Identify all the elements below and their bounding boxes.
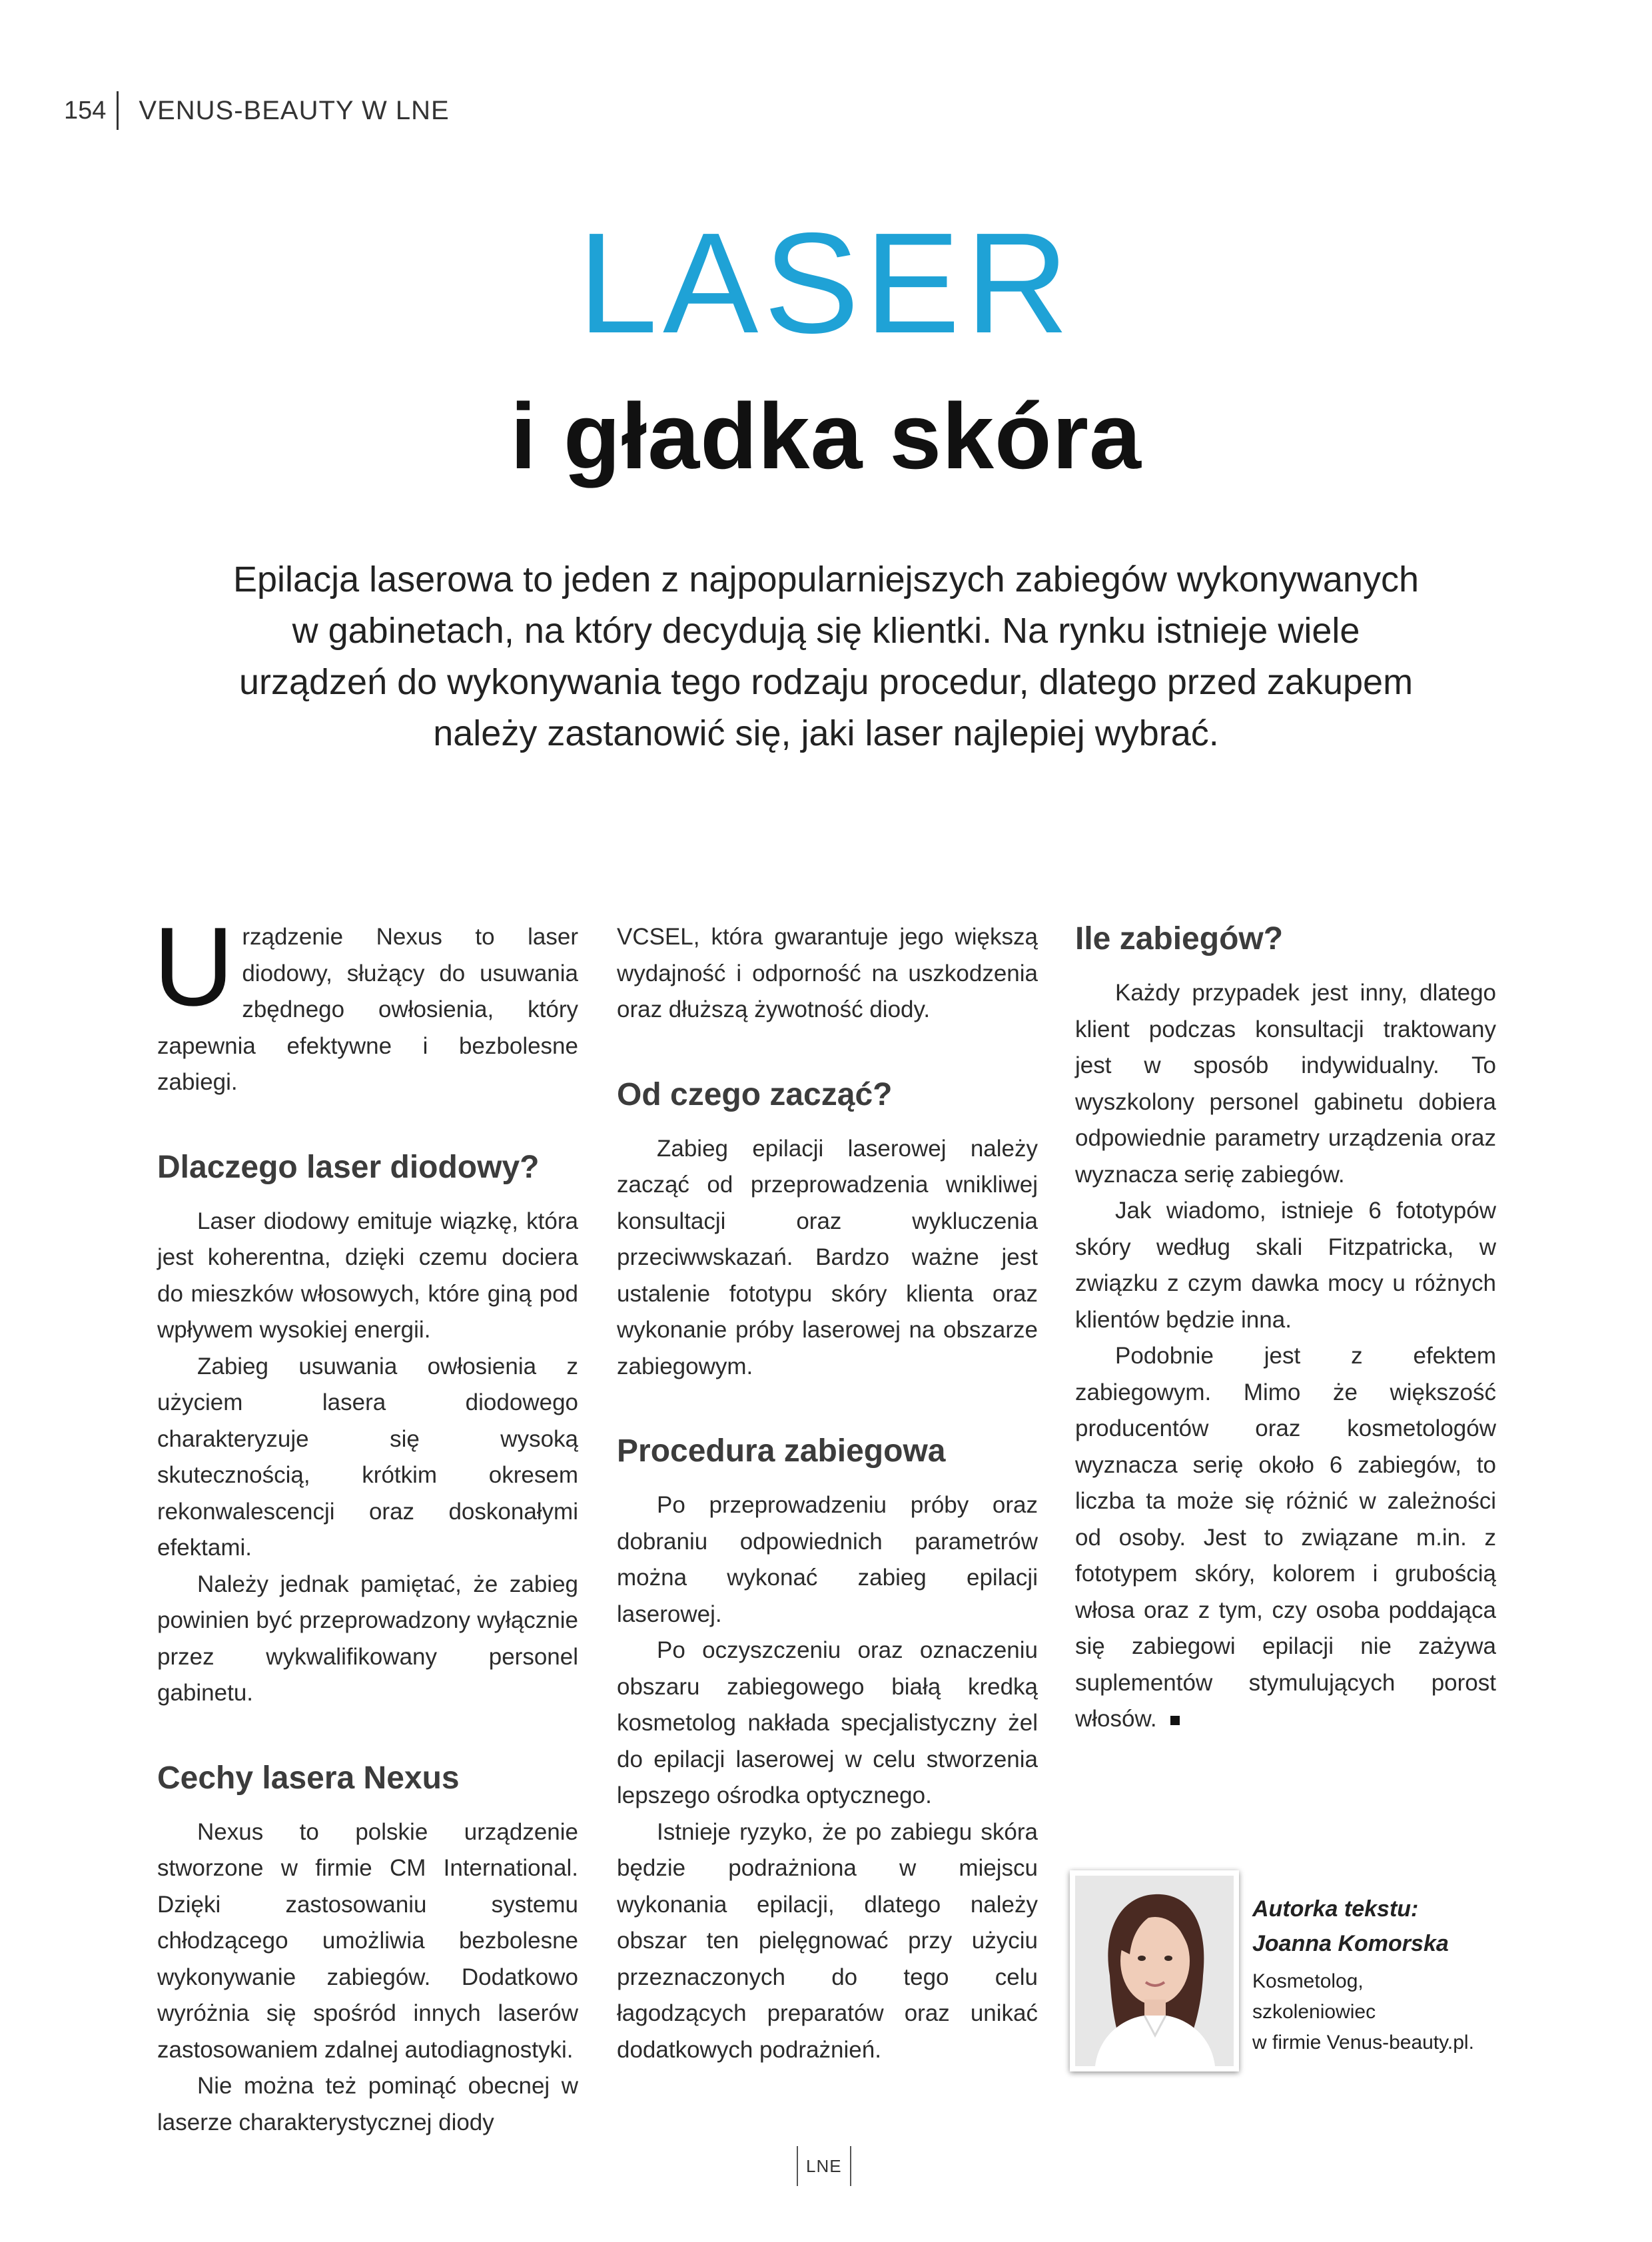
author-info xyxy=(1252,1892,1532,2058)
body-paragraph: Nexus to polskie urządzenie stworzone w firmie CM International. Dzięki zastosowaniu systemu chłodzącego umożliwia bezbolesne wykonywanie zabiegów. Dodatkowo wyróżnia się spośród innych laserów zastosowaniem zdalnej autodiagnostyki. xyxy=(157,1818,578,2063)
body-paragraph: Zabieg epilacji laserowej należy zacząć od przeprowadzenia wnikliwej konsultacji oraz wykluczenia przeciwwskazań. Bardzo ważne jest ustalenie fototypu skóry klienta oraz wykonanie próby laserowej na obszarze zabiegowym. xyxy=(617,1135,1038,1379)
running-header xyxy=(64,92,450,129)
article-subtitle: i gładka skóra xyxy=(510,384,1142,488)
lead-line: należy zastanowić się, jaki laser najlepiej wybrać. xyxy=(433,713,1219,753)
footer-text: LNE xyxy=(806,2155,842,2176)
end-of-article-mark xyxy=(1170,1716,1180,1725)
section-heading: Procedura zabiegowa xyxy=(617,1433,946,1469)
body-paragraph: Podobnie jest z efektem zabiegowym. Mimo że większość producentów oraz kosmetologów wyznacza serię około 6 zabiegów, to liczba ta może się różnić w zależności od osoby. Jest to związane m.in. z fototypem skóry, kolorem i grubością włosa oraz z tym, czy osoba poddająca się zabiegowi epilacji nie zażywa suplementów stymulujących porost włosów. xyxy=(1075,1343,1496,1732)
lead-line: urządzeń do wykonywania tego rodzaju procedur, dlatego przed zakupem xyxy=(238,662,1414,702)
intro-paragraph: Urządzenie Nexus to laser diodowy, służący do usuwania zbędnego owłosienia, który zapewnia efektywne i bezbolesne zabiegi. xyxy=(153,904,578,1095)
author-label: Autorka tekstu: xyxy=(1252,1896,1419,1922)
author-name: Joanna Komorska xyxy=(1252,1931,1449,1956)
section-heading: Ile zabiegów? xyxy=(1075,921,1284,956)
body-paragraph: Po przeprowadzeniu próby oraz dobraniu odpowiednich parametrów można wykonać zabieg epilacji laserowej. xyxy=(617,1492,1038,1627)
body-paragraph: VCSEL, która gwarantuje jego większą wydajność i odporność na uszkodzenia oraz dłuższą żywotność diody. xyxy=(617,924,1038,1022)
author-portrait-illustration xyxy=(1075,1876,1234,2066)
lead-line: Epilacja laserowa to jeden z najpopularniejszych zabiegów wykonywanych xyxy=(233,560,1419,599)
lead-line: w gabinetach, na który decydują się klientki. Na rynku istnieje wiele xyxy=(292,611,1360,651)
footer-divider xyxy=(850,2146,851,2186)
author-photo xyxy=(1070,1870,1239,2071)
body-paragraph: Po oczyszczeniu oraz oznaczeniu obszaru zabiegowego białą kredką kosmetolog nakłada specjalistyczny żel do epilacji laserowej w celu stworzenia lepszego ośrodka optycznego. xyxy=(617,1637,1038,1808)
section-heading: Od czego zacząć? xyxy=(617,1076,893,1112)
article-lead xyxy=(133,554,1519,759)
body-paragraph: Każdy przypadek jest inny, dlatego klient podczas konsultacji traktowany jest w sposób indywidualny. To wyszkolony personel gabinetu dobiera odpowiednie parametry urządzenia oraz wyznacza serię zabiegów. xyxy=(1075,980,1496,1188)
body-paragraph: Laser diodowy emituje wiązkę, która jest koherentna, dzięki czemu dociera do mieszków włosowych, które giną pod wpływem wysokiej energii. xyxy=(157,1208,578,1343)
body-paragraph: Należy jednak pamiętać, że zabieg powinien być przeprowadzony wyłącznie przez wykwalifikowany personel gabinetu. xyxy=(157,1571,578,1706)
author-description xyxy=(1252,1966,1532,2058)
section-heading: Cechy lasera Nexus xyxy=(157,1760,460,1796)
column-1 xyxy=(153,904,578,2141)
page-number: 154 xyxy=(64,96,107,125)
page-footer xyxy=(797,2146,851,2186)
header-divider xyxy=(117,91,119,130)
column-3 xyxy=(1075,919,1496,1738)
article-title: LASER xyxy=(578,202,1074,363)
publication-name: VENUS-BEAUTY W LNE xyxy=(139,95,450,125)
body-paragraph: Zabieg usuwania owłosienia z użyciem lasera diodowego charakteryzuje się wysoką skutecznością, krótkim okresem rekonwalescencji oraz doskonałymi efektami. xyxy=(157,1353,578,1561)
author-desc-line: Kosmetolog, xyxy=(1252,1970,1364,1992)
author-desc-line: szkoleniowiec xyxy=(1252,2001,1376,2023)
body-paragraph: Nie można też pominąć obecnej w laserze charakterystycznej diody xyxy=(157,2073,578,2135)
drop-cap: U xyxy=(153,904,234,1029)
body-paragraph: Istnieje ryzyko, że po zabiegu skóra będzie podrażniona w miejscu wykonania epilacji, dlatego należy obszar ten pielęgnować przy użyciu przeznaczonych do tego celu łagodzących preparatów oraz unikać dodatkowych podrażnień. xyxy=(617,1818,1038,2063)
section-heading: Dlaczego laser diodowy? xyxy=(157,1149,540,1185)
author-desc-line: w firmie Venus-beauty.pl. xyxy=(1252,2032,1474,2054)
column-2 xyxy=(617,919,1038,2068)
body-paragraph: Jak wiadomo, istnieje 6 fototypów skóry według skali Fitzpatricka, w związku z czym dawka mocy u różnych klientów będzie inna. xyxy=(1075,1198,1496,1333)
